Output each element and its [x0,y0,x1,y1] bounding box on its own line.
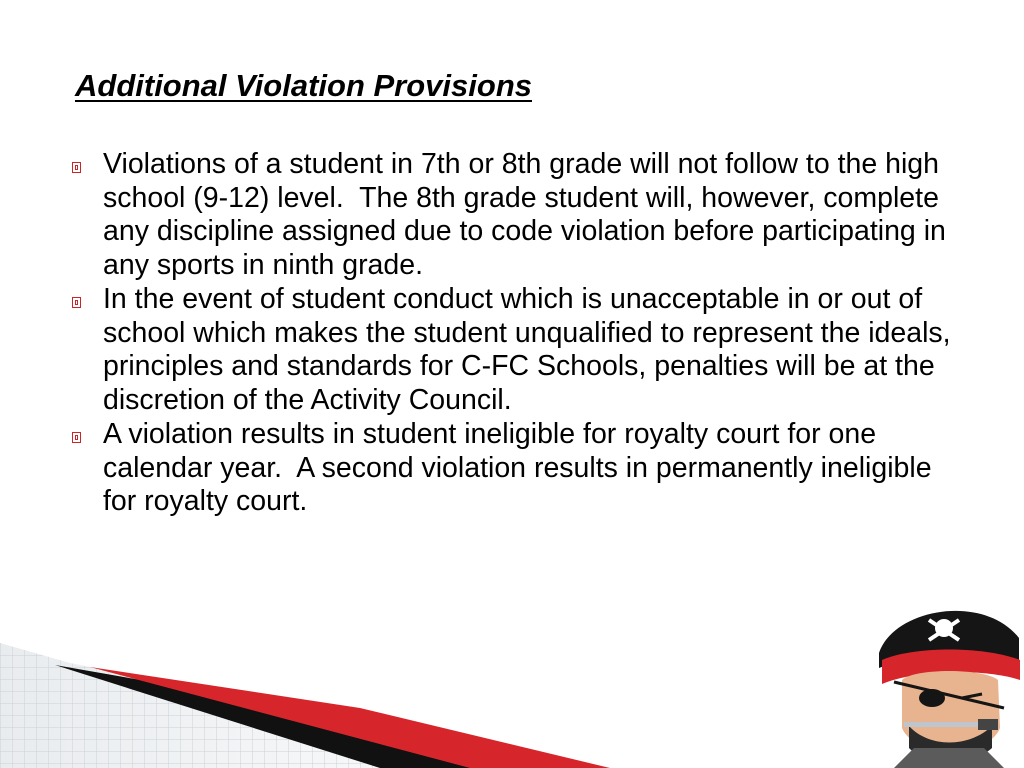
bullet-square-icon [72,432,81,443]
bullet-text: A violation results in student ineligible for royalty court for one calendar year. A second violation results in permanently ineligible for royalty court. [103,418,940,517]
bullet-square-icon [72,162,81,173]
slide-title: Additional Violation Provisions [75,68,532,103]
list-item [72,283,959,417]
pirate-mascot-icon [874,598,1024,768]
decorative-swoosh [0,643,620,768]
bullet-text: In the event of student conduct which is unacceptable in or out of school which makes the student unqualified to represent the ideals, principles and standards for C-FC Schools, penalties will be at the discretion of the Activity Council. [103,283,959,416]
list-item [72,148,952,282]
list-item [72,418,952,519]
bullet-text: Violations of a student in 7th or 8th grade will not follow to the high school (9-12) level. The 8th grade student will, however, complete any discipline assigned due to code violation before participating in any sports in ninth grade. [103,148,954,281]
bullet-square-icon [72,297,81,308]
bullet-list [72,148,959,520]
